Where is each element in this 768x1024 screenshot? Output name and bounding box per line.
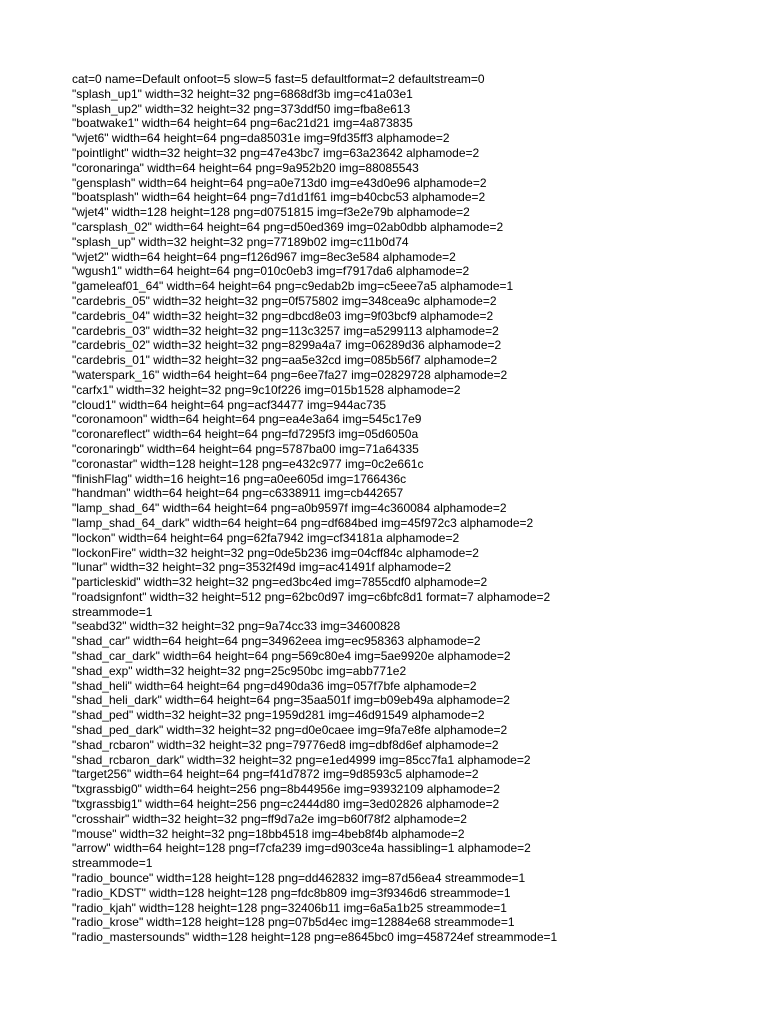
text-line: "cardebris_01" width=32 height=32 png=aa5e32cd img=085b56f7 alphamode=2 bbox=[72, 353, 498, 368]
text-line: "radio_krose" width=128 height=128 png=07b5d4ec img=12884e68 streammode=1 bbox=[72, 915, 515, 930]
text-line: "radio_mastersounds" width=128 height=128 png=e8645bc0 img=458724ef streammode=1 bbox=[72, 930, 558, 945]
text-line: "coronamoon" width=64 height=64 png=ea4e3a64 img=545c17e9 bbox=[72, 412, 422, 427]
text-line: "cardebris_04" width=32 height=32 png=dbcd8e03 img=9f03bcf9 alphamode=2 bbox=[72, 308, 494, 323]
text-line: "boatsplash" width=64 height=64 png=7d1d1f61 img=b40cbc53 alphamode=2 bbox=[72, 190, 486, 205]
text-line: "waterspark_16" width=64 height=64 png=6ee7fa27 img=02829728 alphamode=2 bbox=[72, 367, 508, 382]
text-line: "mouse" width=32 height=32 png=18bb4518 img=4beb8f4b alphamode=2 bbox=[72, 826, 465, 841]
text-line: "handman" width=64 height=64 png=c6338911 img=cb442657 bbox=[72, 486, 404, 501]
text-line: "crosshair" width=32 height=32 png=ff9d7a2e img=b60f78f2 alphamode=2 bbox=[72, 811, 467, 826]
text-line: "wgush1" width=64 height=64 png=010c0eb3 img=f7917da6 alphamode=2 bbox=[72, 264, 470, 279]
text-line: "boatwake1" width=64 height=64 png=6ac21d21 img=4a873835 bbox=[72, 116, 413, 131]
text-line: "shad_ped_dark" width=32 height=32 png=d0e0caee img=9fa7e8fe alphamode=2 bbox=[72, 723, 508, 738]
text-line: "lamp_shad_64" width=64 height=64 png=a0b9597f img=4c360084 alphamode=2 bbox=[72, 501, 507, 516]
text-line: "particleskid" width=32 height=32 png=ed3bc4ed img=7855cdf0 alphamode=2 bbox=[72, 575, 488, 590]
text-line: "coronareflect" width=64 height=64 png=fd7295f3 img=05d6050a bbox=[72, 427, 419, 442]
text-line: "coronaringb" width=64 height=64 png=5787ba00 img=71a64335 bbox=[72, 441, 419, 456]
text-line: "shad_car" width=64 height=64 png=34962eea img=ec958363 alphamode=2 bbox=[72, 634, 481, 649]
text-line: "coronastar" width=128 height=128 png=e432c977 img=0c2e661c bbox=[72, 456, 424, 471]
text-line: "gensplash" width=64 height=64 png=a0e713d0 img=e43d0e96 alphamode=2 bbox=[72, 175, 487, 190]
text-line: "carsplash_02" width=64 height=64 png=d50ed369 img=02ab0dbb alphamode=2 bbox=[72, 219, 504, 234]
text-line: "radio_KDST" width=128 height=128 png=fdc8b809 img=3f9346d6 streammode=1 bbox=[72, 885, 511, 900]
text-line: "txgrassbig1" width=64 height=256 png=c2444d80 img=3ed02826 alphamode=2 bbox=[72, 797, 500, 812]
text-line: "radio_kjah" width=128 height=128 png=32406b11 img=6a5a1b25 streammode=1 bbox=[72, 900, 507, 915]
text-line: "splash_up" width=32 height=32 png=77189b02 img=c11b0d74 bbox=[72, 234, 409, 249]
text-line: "cardebris_03" width=32 height=32 png=113c3257 img=a5299113 alphamode=2 bbox=[72, 323, 499, 338]
text-line: "radio_bounce" width=128 height=128 png=dd462832 img=87d56ea4 streammode=1 bbox=[72, 871, 526, 886]
text-line: "gameleaf01_64" width=64 height=64 png=c9edab2b img=c5eee7a5 alphamode=1 bbox=[72, 279, 514, 294]
text-line: "wjet6" width=64 height=64 png=da85031e img=9fd35ff3 alphamode=2 bbox=[72, 131, 450, 146]
text-line: "lunar" width=32 height=32 png=3532f49d img=ac41491f alphamode=2 bbox=[72, 560, 452, 575]
text-line: "shad_heli" width=64 height=64 png=d490da36 img=057f7bfe alphamode=2 bbox=[72, 678, 477, 693]
text-line: "lockonFire" width=32 height=32 png=0de5b236 img=04cff84c alphamode=2 bbox=[72, 545, 479, 560]
text-line: "shad_rcbaron" width=32 height=32 png=79776ed8 img=dbf8d6ef alphamode=2 bbox=[72, 737, 499, 752]
text-line: "target256" width=64 height=64 png=f41d7872 img=9d8593c5 alphamode=2 bbox=[72, 767, 479, 782]
text-line: "splash_up2" width=32 height=32 png=373ddf50 img=fba8e613 bbox=[72, 101, 411, 116]
text-line: "lamp_shad_64_dark" width=64 height=64 png=df684bed img=45f972c3 alphamode=2 bbox=[72, 515, 534, 530]
text-line: "wjet4" width=128 height=128 png=d0751815 img=f3e2e79b alphamode=2 bbox=[72, 205, 470, 220]
text-line: streammode=1 bbox=[72, 604, 153, 619]
text-line: "txgrassbig0" width=64 height=256 png=8b44956e img=93932109 alphamode=2 bbox=[72, 782, 500, 797]
text-line: streammode=1 bbox=[72, 856, 153, 871]
text-line: "pointlight" width=32 height=32 png=47e43bc7 img=63a23642 alphamode=2 bbox=[72, 145, 480, 160]
text-line: "roadsignfont" width=32 height=512 png=62bc0d97 img=c6bfc8d1 format=7 alphamode=2 bbox=[72, 589, 551, 604]
text-line: "shad_ped" width=32 height=32 png=1959d281 img=46d91549 alphamode=2 bbox=[72, 708, 485, 723]
text-line: "finishFlag" width=16 height=16 png=a0ee605d img=1766436c bbox=[72, 471, 407, 486]
text-line: "lockon" width=64 height=64 png=62fa7942 img=cf34181a alphamode=2 bbox=[72, 530, 460, 545]
text-line: "cardebris_02" width=32 height=32 png=8299a4a7 img=06289d36 alphamode=2 bbox=[72, 338, 502, 353]
text-line: "shad_exp" width=32 height=32 png=25c950bc img=abb771e2 bbox=[72, 663, 407, 678]
text-line: "wjet2" width=64 height=64 png=f126d967 img=8ec3e584 alphamode=2 bbox=[72, 249, 456, 264]
text-line: "seabd32" width=32 height=32 png=9a74cc33 img=34600828 bbox=[72, 619, 401, 634]
text-line: "shad_car_dark" width=64 height=64 png=569c80e4 img=5ae9920e alphamode=2 bbox=[72, 649, 511, 664]
text-line: "arrow" width=64 height=128 png=f7cfa239 img=d903ce4a hassibling=1 alphamode=2 bbox=[72, 841, 531, 856]
text-line: "cloud1" width=64 height=64 png=acf34477 img=944ac735 bbox=[72, 397, 387, 412]
text-line: cat=0 name=Default onfoot=5 slow=5 fast=5 defaultformat=2 defaultstream=0 bbox=[72, 72, 485, 86]
text-line: "splash_up1" width=32 height=32 png=6868df3b img=c41a03e1 bbox=[72, 86, 413, 101]
document-body bbox=[72, 72, 692, 945]
text-line: "cardebris_05" width=32 height=32 png=0f575802 img=348cea9c alphamode=2 bbox=[72, 293, 497, 308]
text-line: "carfx1" width=32 height=32 png=9c10f226 img=015b1528 alphamode=2 bbox=[72, 382, 461, 397]
text-line: "shad_heli_dark" width=64 height=64 png=35aa501f img=b09eb49a alphamode=2 bbox=[72, 693, 510, 708]
text-line: "coronaringa" width=64 height=64 png=9a952b20 img=88085543 bbox=[72, 160, 419, 175]
text-line: "shad_rcbaron_dark" width=32 height=32 png=e1ed4999 img=85cc7fa1 alphamode=2 bbox=[72, 752, 531, 767]
